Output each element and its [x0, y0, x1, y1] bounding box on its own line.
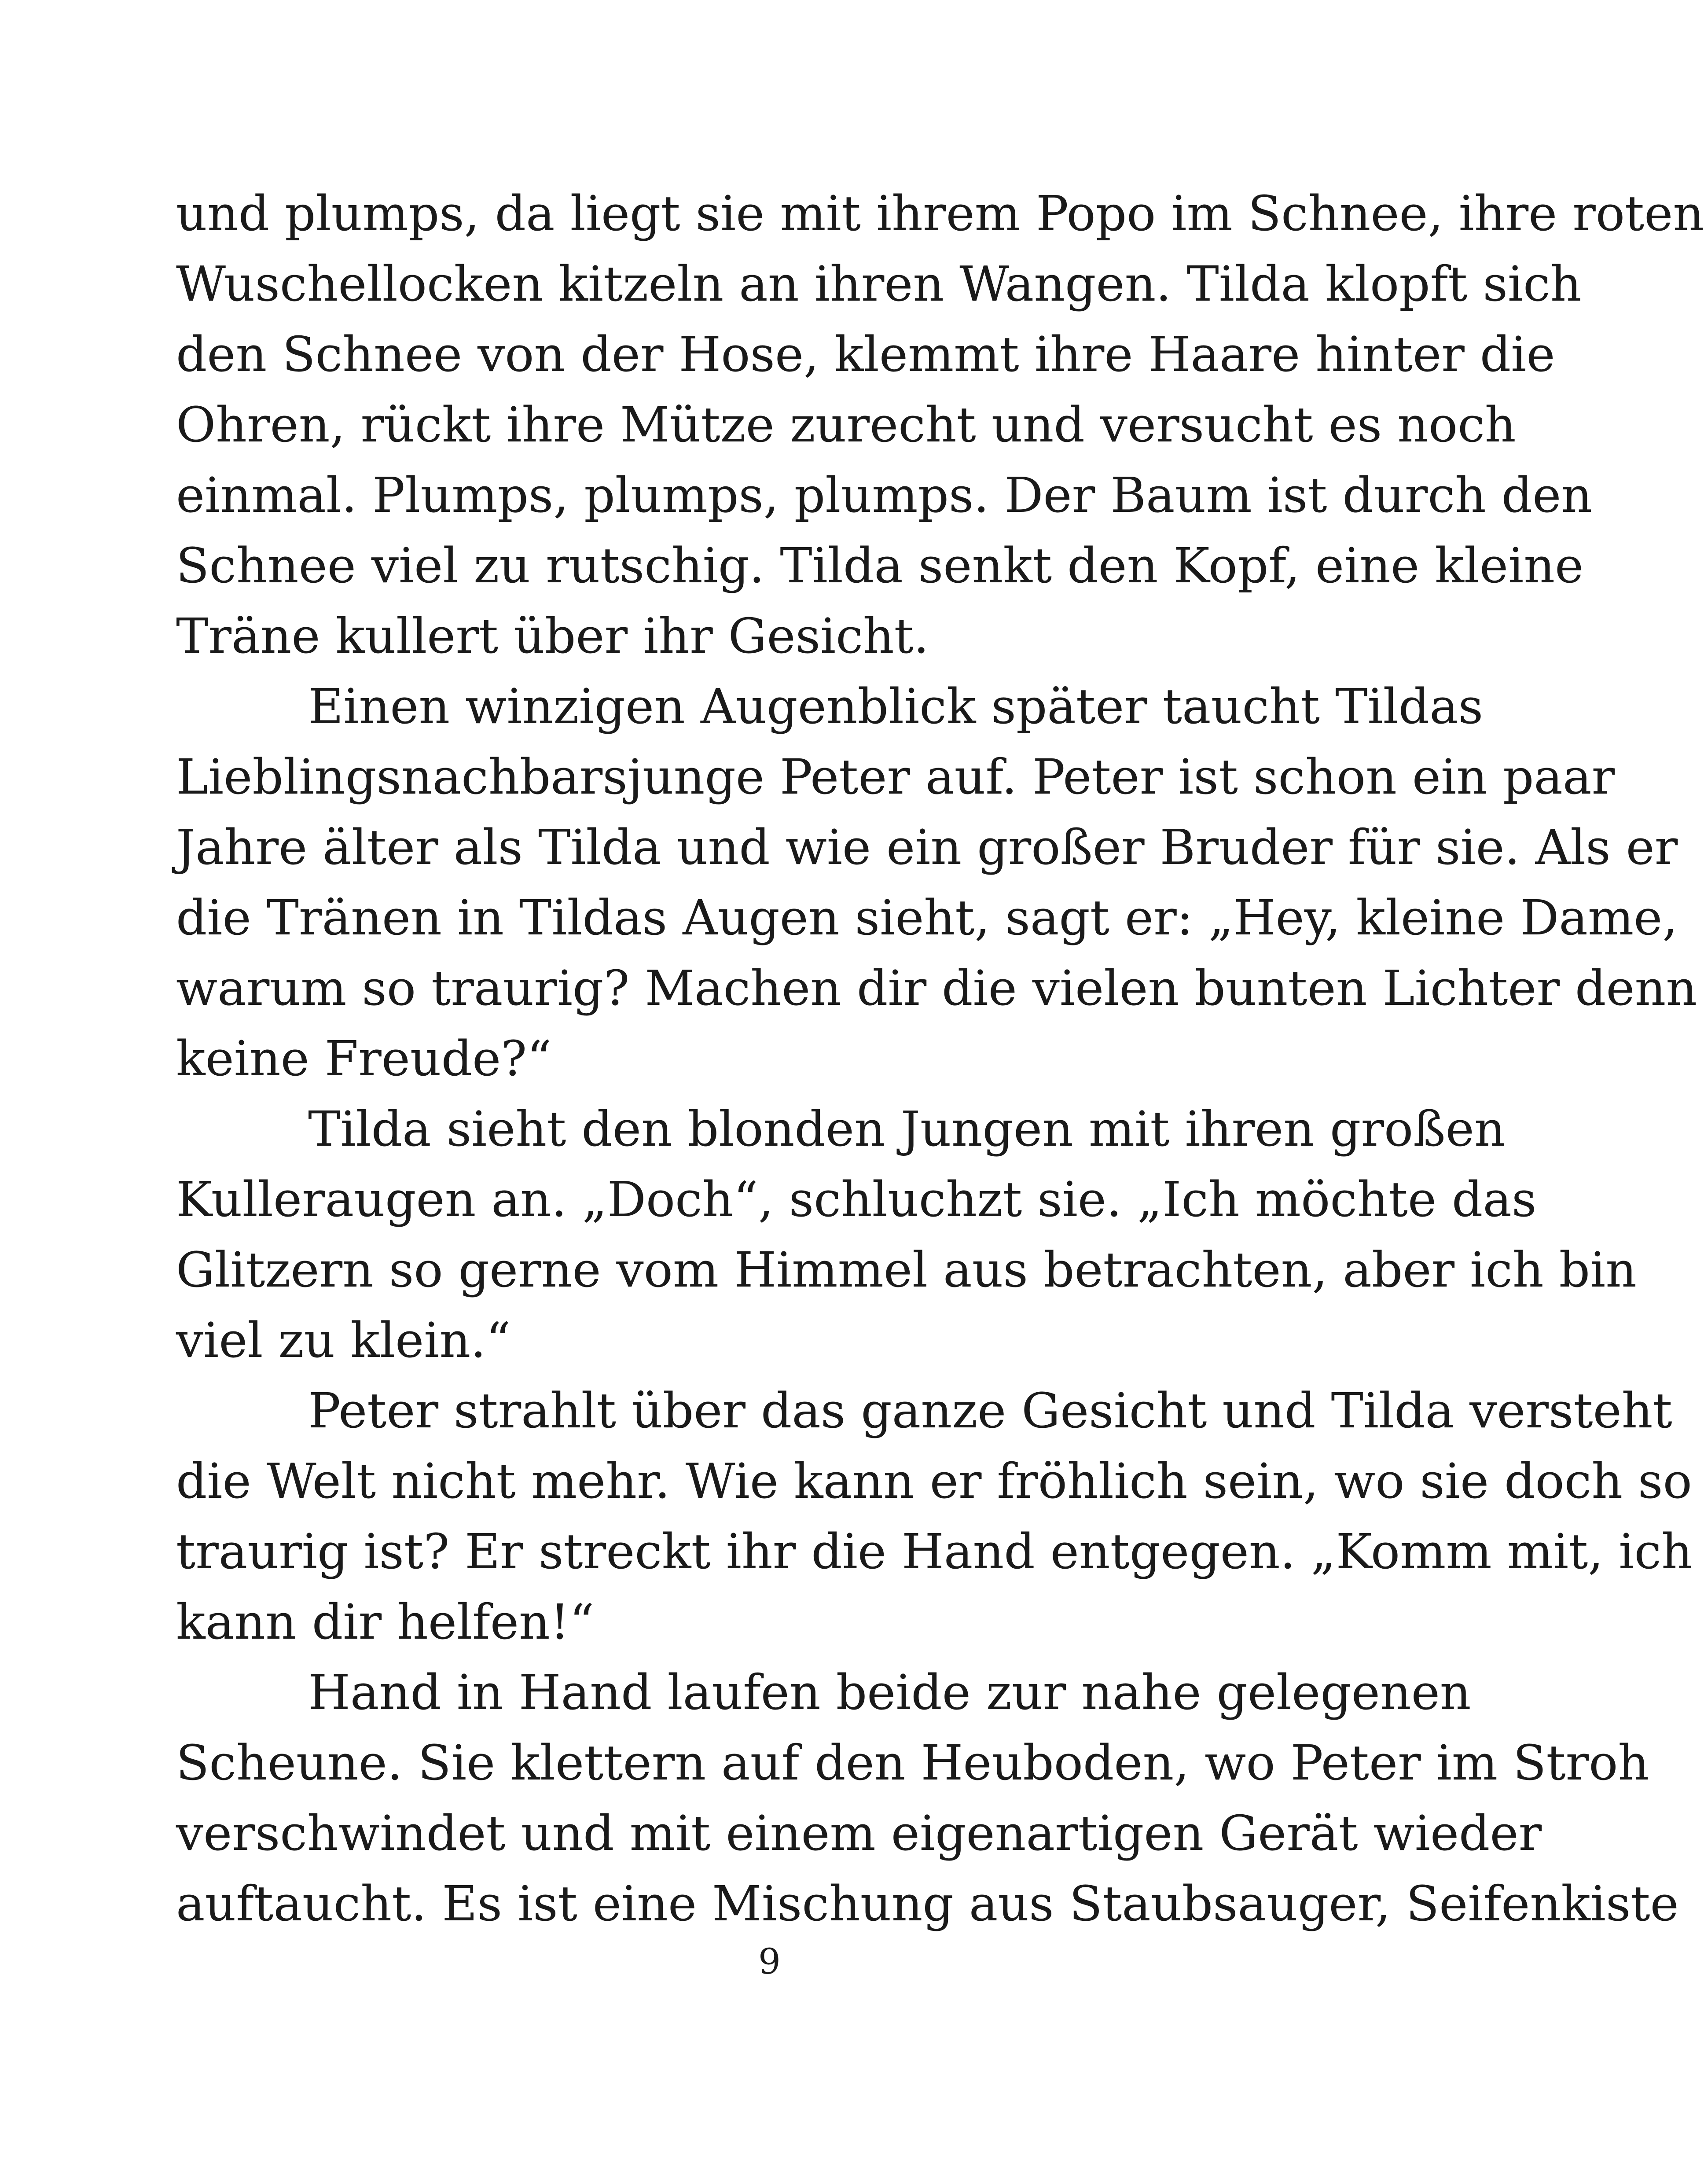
- text-line: Träne kullert über ihr Gesicht.: [176, 608, 929, 664]
- text-line: die Tränen in Tildas Augen sieht, sagt er: „Hey, kleine Dame,: [176, 890, 1678, 946]
- text-line: den Schnee von der Hose, klemmt ihre Haare hinter die: [176, 326, 1555, 382]
- text-line: Peter strahlt über das ganze Gesicht und Tilda versteht: [308, 1382, 1672, 1439]
- text-line: traurig ist? Er streckt ihr die Hand entgegen. „Komm mit, ich: [176, 1523, 1693, 1580]
- text-line: kann dir helfen!“: [176, 1594, 595, 1650]
- text-line: viel zu klein.“: [176, 1312, 511, 1368]
- text-line: Wuschellocken kitzeln an ihren Wangen. Tilda klopft sich: [176, 256, 1582, 312]
- text-line: und plumps, da liegt sie mit ihrem Popo im Schnee, ihre roten: [176, 185, 1704, 242]
- text-line: Schnee viel zu rutschig. Tilda senkt den Kopf, eine kleine: [176, 537, 1584, 594]
- text-line: die Welt nicht mehr. Wie kann er fröhlich sein, wo sie doch so: [176, 1453, 1692, 1509]
- text-line: auftaucht. Es ist eine Mischung aus Staubsauger, Seifenkiste: [176, 1875, 1679, 1932]
- text-line: verschwindet und mit einem eigenartigen Gerät wieder: [176, 1805, 1542, 1861]
- text-line: Jahre älter als Tilda und wie ein großer Bruder für sie. Als er: [176, 819, 1678, 875]
- text-line: Tilda sieht den blonden Jungen mit ihren großen: [308, 1101, 1506, 1157]
- text-line: Hand in Hand laufen beide zur nahe gelegenen: [308, 1664, 1471, 1721]
- text-line: Ohren, rückt ihre Mütze zurecht und versucht es noch: [176, 397, 1516, 453]
- text-line: warum so traurig? Machen dir die vielen bunten Lichter denn: [176, 960, 1697, 1016]
- text-line: keine Freude?“: [176, 1030, 552, 1087]
- text-line: Kulleraugen an. „Doch“, schluchzt sie. „Ich möchte das: [176, 1171, 1537, 1228]
- text-line: Scheune. Sie klettern auf den Heuboden, wo Peter im Stroh: [176, 1735, 1649, 1791]
- page-number: 9: [758, 1941, 781, 1982]
- text-line: Einen winzigen Augenblick später taucht Tildas: [308, 678, 1484, 735]
- text-line: Lieblingsnachbarsjunge Peter auf. Peter ist schon ein paar: [176, 749, 1615, 805]
- text-line: Glitzern so gerne vom Himmel aus betrachten, aber ich bin: [176, 1242, 1637, 1298]
- text-line: einmal. Plumps, plumps, plumps. Der Baum ist durch den: [176, 467, 1593, 523]
